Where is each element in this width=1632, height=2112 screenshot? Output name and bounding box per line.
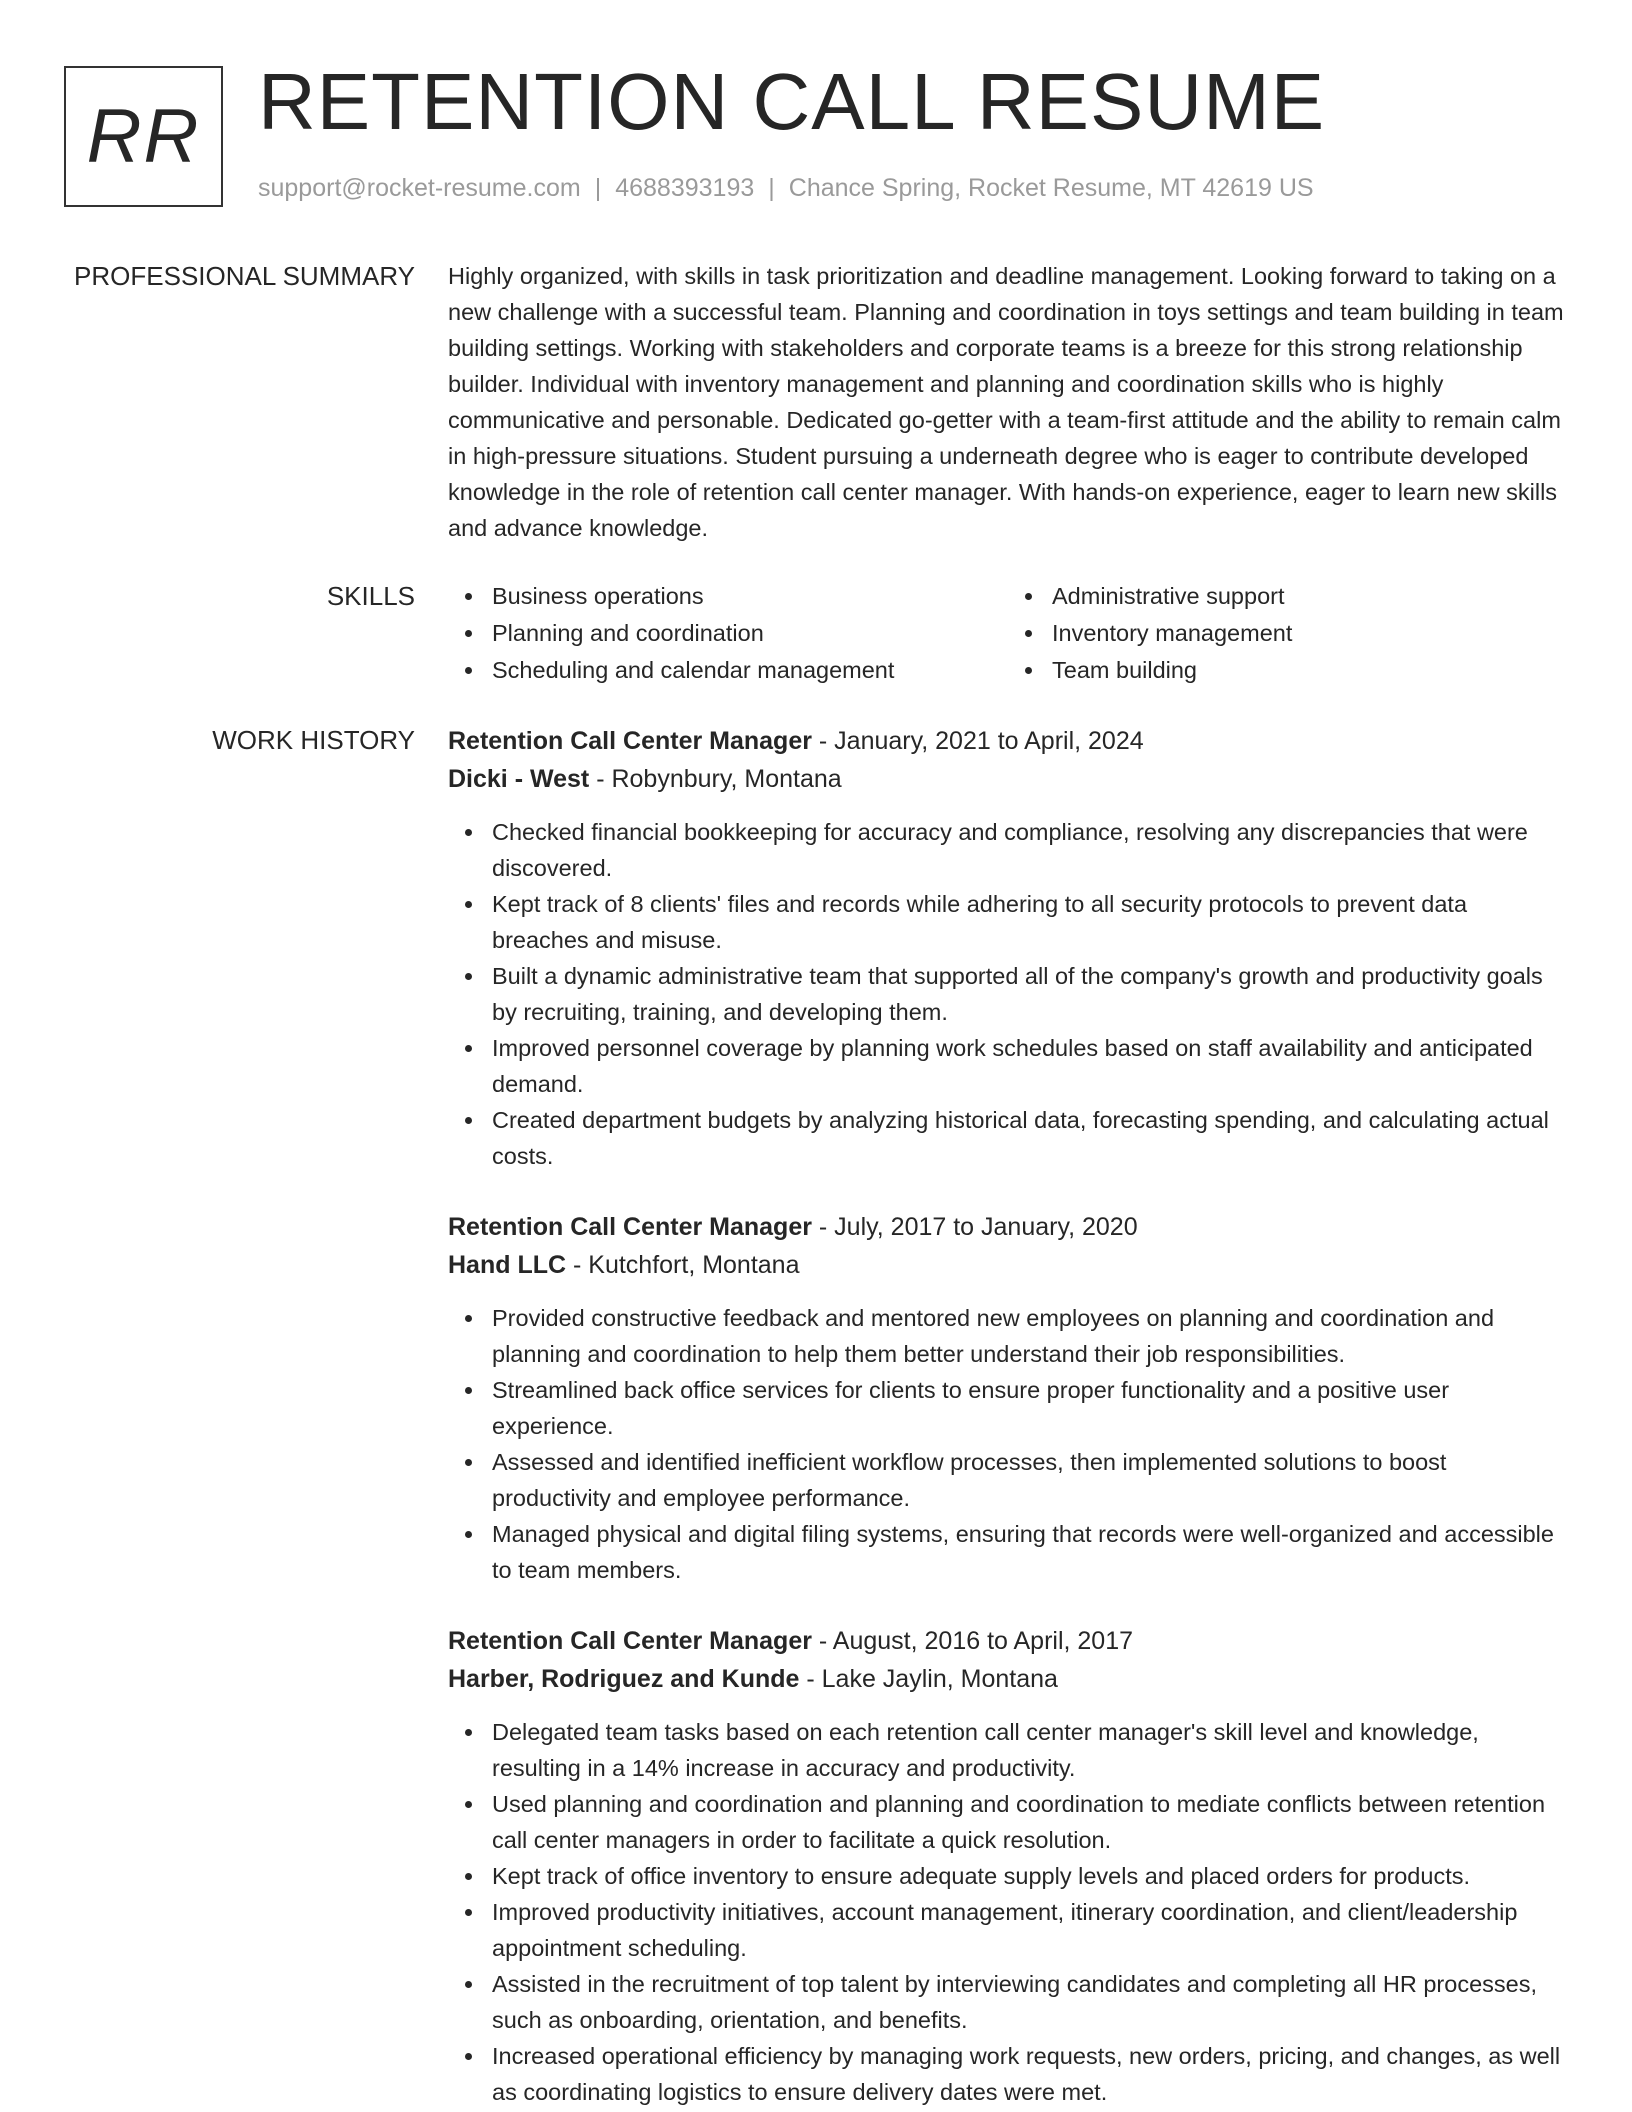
job-dates: - August, 2016 to April, 2017 bbox=[811, 1627, 1134, 1655]
section-heading-work-history: WORK HISTORY bbox=[212, 725, 415, 755]
job-bullets bbox=[448, 1300, 1568, 1588]
job-bullet: Managed physical and digital filing systems, ensuring that records were well-organized and accessible to team members. bbox=[492, 1516, 1568, 1588]
job-title-line bbox=[448, 1208, 1568, 1246]
job-entry bbox=[448, 1622, 1568, 2110]
job-entry bbox=[448, 722, 1568, 1174]
skill-item: Business operations bbox=[492, 578, 1008, 615]
job-bullet: Created department budgets by analyzing historical data, forecasting spending, and calculating actual costs. bbox=[492, 1102, 1568, 1174]
job-bullet: Used planning and coordination and planning and coordination to mediate conflicts between retention call center managers in order to facilitate a quick resolution. bbox=[492, 1786, 1568, 1858]
job-company: Dicki - West bbox=[448, 765, 590, 793]
job-title-line bbox=[448, 1622, 1568, 1660]
contact-separator: | bbox=[768, 174, 775, 202]
section-heading-skills: SKILLS bbox=[326, 581, 415, 611]
job-title: Retention Call Center Manager bbox=[448, 727, 812, 755]
skill-item: Administrative support bbox=[1052, 578, 1568, 615]
job-company-line bbox=[448, 1246, 1568, 1284]
job-dates: - July, 2017 to January, 2020 bbox=[811, 1213, 1138, 1241]
resume-title: RETENTION CALL RESUME bbox=[258, 57, 1326, 146]
contact-email[interactable]: support@rocket-resume.com bbox=[258, 174, 581, 202]
job-bullets bbox=[448, 1714, 1568, 2110]
skills-list-left bbox=[448, 578, 1008, 689]
job-company: Hand LLC bbox=[448, 1251, 567, 1279]
job-title-line bbox=[448, 722, 1568, 760]
summary-text: Highly organized, with skills in task prioritization and deadline management. Looking forward to taking on a new challenge with a successful team. Planning and coordination in toys settings and team building in team building settings. Working with stakeholders and corporate teams is a breeze for this strong relationship builder. Individual with inventory management and planning and coordination skills who is highly communicative and personable. Dedicated go-getter with a team-first attitude and the ability to remain calm in high-pressure situations. Student pursuing a underneath degree who is eager to contribute developed knowledge in the role of retention call center manager. With hands-on experience, eager to learn new skills and advance knowledge. bbox=[448, 263, 1564, 541]
job-location: - Kutchfort, Montana bbox=[566, 1251, 800, 1279]
contact-address: Chance Spring, Rocket Resume, MT 42619 US bbox=[788, 174, 1314, 202]
skill-item: Team building bbox=[1052, 652, 1568, 689]
job-bullet: Streamlined back office services for clients to ensure proper functionality and a positive user experience. bbox=[492, 1372, 1568, 1444]
job-bullet: Improved personnel coverage by planning work schedules based on staff availability and anticipated demand. bbox=[492, 1030, 1568, 1102]
job-list bbox=[448, 722, 1568, 2110]
contact-line bbox=[258, 174, 1314, 203]
job-location: - Robynbury, Montana bbox=[589, 765, 842, 793]
job-company: Harber, Rodriguez and Kunde bbox=[448, 1665, 800, 1693]
skill-item: Planning and coordination bbox=[492, 615, 1008, 652]
job-bullet: Assessed and identified inefficient workflow processes, then implemented solutions to boost productivity and employee performance. bbox=[492, 1444, 1568, 1516]
job-bullet: Assisted in the recruitment of top talent by interviewing candidates and completing all HR processes, such as onboarding, orientation, and benefits. bbox=[492, 1966, 1568, 2038]
job-title: Retention Call Center Manager bbox=[448, 1627, 812, 1655]
job-bullet: Built a dynamic administrative team that supported all of the company's growth and productivity goals by recruiting, training, and developing them. bbox=[492, 958, 1568, 1030]
skills-list-right bbox=[1008, 578, 1568, 689]
monogram-logo: RR bbox=[64, 66, 223, 207]
job-bullet: Increased operational efficiency by managing work requests, new orders, pricing, and changes, as well as coordinating logistics to ensure delivery dates were met. bbox=[492, 2038, 1568, 2110]
job-bullet: Checked financial bookkeeping for accuracy and compliance, resolving any discrepancies that were discovered. bbox=[492, 814, 1568, 886]
skill-item: Scheduling and calendar management bbox=[492, 652, 1008, 689]
job-company-line bbox=[448, 1660, 1568, 1698]
job-title: Retention Call Center Manager bbox=[448, 1213, 812, 1241]
contact-separator: | bbox=[594, 174, 602, 202]
job-entry bbox=[448, 1208, 1568, 1588]
job-bullets bbox=[448, 814, 1568, 1174]
job-location: - Lake Jaylin, Montana bbox=[799, 1665, 1058, 1693]
skill-item: Inventory management bbox=[1052, 615, 1568, 652]
section-heading-summary: PROFESSIONAL SUMMARY bbox=[74, 261, 415, 291]
job-bullet: Kept track of 8 clients' files and records while adhering to all security protocols to prevent data breaches and misuse. bbox=[492, 886, 1568, 958]
job-bullet: Delegated team tasks based on each retention call center manager's skill level and knowledge, resulting in a 14% increase in accuracy and productivity. bbox=[492, 1714, 1568, 1786]
job-bullet: Provided constructive feedback and mentored new employees on planning and coordination and planning and coordination to help them better understand their job responsibilities. bbox=[492, 1300, 1568, 1372]
job-bullet: Kept track of office inventory to ensure adequate supply levels and placed orders for products. bbox=[492, 1858, 1568, 1894]
job-bullet: Improved productivity initiatives, account management, itinerary coordination, and client/leadership appointment scheduling. bbox=[492, 1894, 1568, 1966]
contact-phone[interactable]: 4688393193 bbox=[615, 174, 755, 202]
job-dates: - January, 2021 to April, 2024 bbox=[811, 727, 1144, 755]
job-company-line bbox=[448, 760, 1568, 798]
